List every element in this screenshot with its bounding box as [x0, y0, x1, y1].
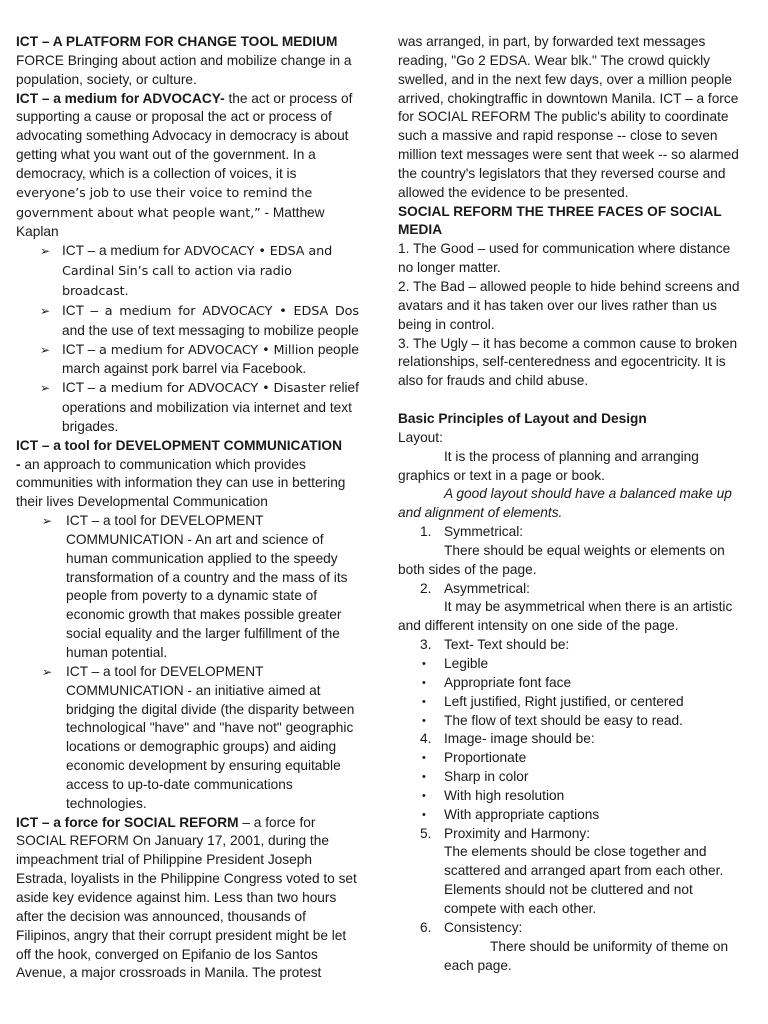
- heading-three-faces: SOCIAL REFORM THE THREE FACES OF SOCIAL MEDIA: [398, 203, 722, 238]
- principle-consistency: 6. Consistency:: [420, 919, 523, 935]
- devcom-text: - an approach to communication which provides communities with information they can use in bettering their lives Developmental Communication: [16, 456, 346, 510]
- heading-platform: ICT – A PLATFORM FOR CHANGE TOOL MEDIUM: [16, 34, 338, 49]
- arrow-bullet-icon: ➢: [40, 381, 51, 396]
- list-item: • With high resolution: [398, 787, 741, 806]
- list-item: ➢ ICT – a medium for ADVOCACY • Disaster relief operations and mobilization via internet and text brigades.: [40, 380, 359, 434]
- face-bad: 2. The Bad – allowed people to hide behind screens and avatars and it has taken over our lives rather than us being in control.: [398, 278, 740, 332]
- bullet-icon: •: [422, 752, 426, 765]
- list-item: • The flow of text should be easy to read.: [398, 712, 741, 731]
- bullet-icon: •: [422, 789, 426, 802]
- list-item: ➢ ICT – a medium for ADVOCACY • EDSA and Cardinal Sin’s call to action via radio broadcast.: [40, 243, 333, 299]
- bullet-icon: •: [422, 676, 426, 689]
- bullet-icon: •: [422, 658, 426, 670]
- left-column: [16, 33, 359, 983]
- list-item: ➢ ICT – a medium for ADVOCACY • EDSA Dos and the use of text messaging to mobilize people: [40, 302, 359, 338]
- arrow-bullet-icon: ➢: [40, 303, 51, 318]
- layout-definition: It is the process of planning and arranging graphics or text in a page or book.: [398, 448, 699, 483]
- proximity-text: The elements should be close together and scattered and arranged apart from each other. Elements should not be cluttered and not compete with each other.: [444, 844, 724, 916]
- list-item: • Proportionate: [398, 749, 741, 768]
- list-item: • Appropriate font face: [398, 674, 741, 693]
- advocacy-paragraph: ICT – a medium for ADVOCACY- the act or process of supporting a cause or proposal the act or process of advocating something Advocacy in democracy is about getting what you want out of the government. In a democracy, which is a collection of voices, it is everyone’s job to use their voice to remind the government about what people want,” - Matthew Kaplan: [16, 90, 353, 240]
- principle-symmetrical: 1. Symmetrical:: [420, 524, 524, 540]
- principle-proximity: 5. Proximity and Harmony:: [420, 825, 591, 841]
- bullet-icon: •: [422, 808, 426, 821]
- arrow-bullet-icon: ➢: [42, 514, 53, 529]
- list-item: • Legible: [398, 655, 741, 674]
- platform-text: FORCE Bringing about action and mobilize change in a population, society, or culture.: [16, 52, 352, 87]
- layout-note: A good layout should have a balanced make up and alignment of elements.: [398, 486, 732, 521]
- list-item: • With appropriate captions: [398, 806, 741, 825]
- list-item: • Left justified, Right justified, or centered: [398, 693, 741, 712]
- heading-layout-design: Basic Principles of Layout and Design: [398, 411, 647, 427]
- list-item: ➢ ICT – a medium for ADVOCACY • Million people march against pork barrel via Facebook.: [40, 341, 359, 377]
- list-item: ➢ ICT – a tool for DEVELOPMENT COMMUNICATION - An art and science of human communication applied to the speedy transformation of a country and the mass of its people from poverty to a dynamic state of economic growth that makes possible greater social equality and the larger fulfillment of the human potential.: [42, 513, 348, 660]
- principle-text: 3. Text- Text should be:: [420, 637, 570, 653]
- protest-text: was arranged, in part, by forwarded text messages reading, "Go 2 EDSA. Wear blk." The crowd quickly swelled, and in the next few days, over a million people arrived, chokingtraffic in downtown Manila. ICT – a force for SOCIAL REFORM The public's ability to coordinate such a massive and rapid response -- close to seven million text messages were sent that week -- so alarmed the country's legislators that they reversed course and allowed the evidence to be presented.: [398, 34, 739, 200]
- bullet-icon: •: [422, 714, 426, 727]
- advocacy-list: [16, 242, 359, 436]
- list-item: • Sharp in color: [398, 768, 741, 787]
- social-reform-paragraph: ICT – a force for SOCIAL REFORM – a force for SOCIAL REFORM On January 17, 2001, during the impeachment trial of Philippine President Joseph Estrada, loyalists in the Philippine Congress voted to set aside key evidence against him. Less than two hours after the decision was announced, thousands of Filipinos, angry that their corrupt president might be let off the hook, converged on Epifanio de los Santos Avenue, a major crossroads in Manila. The protest: [16, 814, 357, 981]
- bullet-icon: •: [422, 695, 426, 708]
- spacer: [398, 391, 741, 410]
- consistency-text: There should be uniformity of theme on each page.: [444, 938, 729, 973]
- face-good: 1. The Good – used for communication where distance no longer matter.: [398, 241, 731, 276]
- principle-asymmetrical: 2. Asymmetrical:: [420, 580, 530, 596]
- arrow-bullet-icon: ➢: [40, 342, 51, 357]
- arrow-bullet-icon: ➢: [42, 664, 53, 679]
- heading-devcom: ICT – a tool for DEVELOPMENT COMMUNICATION: [16, 437, 342, 453]
- heading-advocacy: ICT – a medium for ADVOCACY-: [16, 90, 225, 106]
- asymmetrical-text: It may be asymmetrical when there is an artistic and different intensity on one side of the page.: [398, 599, 733, 634]
- arrow-bullet-icon: ➢: [40, 244, 51, 259]
- bullet-icon: •: [422, 771, 426, 784]
- heading-social-reform: ICT – a force for SOCIAL REFORM: [16, 814, 239, 830]
- face-ugly: 3. The Ugly – it has become a common cause to broken relationships, self-centeredness and egocentricity. It is also for frauds and child abuse.: [398, 335, 738, 389]
- symmetrical-text: There should be equal weights or elements on both sides of the page.: [398, 542, 725, 577]
- principle-image: 4. Image- image should be:: [420, 731, 595, 747]
- right-column: [398, 33, 741, 975]
- layout-label: Layout:: [398, 429, 443, 445]
- devcom-list: [16, 512, 359, 814]
- list-item: ➢ ICT – a tool for DEVELOPMENT COMMUNICATION - an initiative aimed at bridging the digital divide (the disparity between technological "have" and "have not" geographic locations or demographic groups) and aiding economic development by ensuring equitable access to up-to-date communications technologies.: [42, 663, 355, 811]
